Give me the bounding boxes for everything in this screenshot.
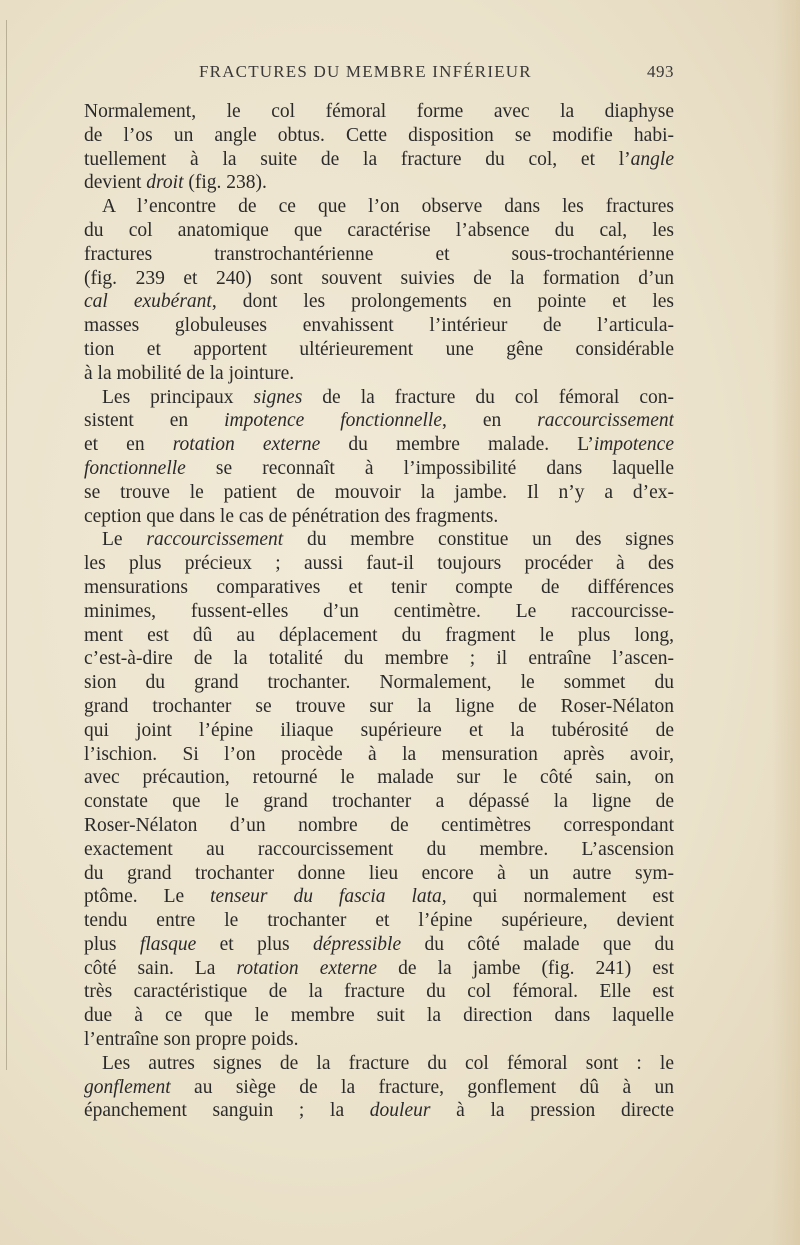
text-run: Les principaux [102,386,254,408]
text-run: A l’encontre de ce que l’on observe dans les fractures [102,196,674,218]
italic-phrase: impotence fonctionnelle [224,410,443,432]
text-run: se trouve le patient de mouvoir la jambe. Il n’y a d’ex- [84,481,674,503]
text-line [84,267,674,291]
text-run: avec précaution, retourné le malade sur le côté sain, on [84,767,674,789]
text-run: très caractéristique de la fracture du col fémoral. Elle est [84,981,674,1003]
text-line [84,1052,674,1076]
text-line [84,457,674,481]
text-run: masses globuleuses envahissent l’intérieur de l’articula- [84,315,674,337]
text-line [84,576,674,600]
text-run: plus [84,933,140,955]
italic-phrase: cal exubérant [84,291,212,313]
text-line [84,909,674,933]
text-line [84,885,674,909]
italic-phrase: gonflement [84,1076,171,1098]
text-line [84,980,674,1004]
text-line [84,171,674,195]
text-run: de la jambe (fig. 241) est [377,957,674,979]
text-line [84,647,674,671]
text-line [84,314,674,338]
text-line [84,1004,674,1028]
text-line [84,790,674,814]
text-run: ptôme. Le [84,886,211,908]
page-number: 493 [647,62,674,81]
italic-phrase: signes [253,386,303,408]
text-run: sistent en [84,410,225,432]
text-line [84,481,674,505]
text-line [84,600,674,624]
text-run: fractures transtrochantérienne et sous-trochantérienne [84,243,674,265]
text-line [84,838,674,862]
text-line [84,695,674,719]
text-run: de la fracture du col fémoral con- [302,386,674,408]
italic-phrase: droit [146,172,184,194]
text-line [84,528,674,552]
text-run: exactement au raccourcissement du membre. L’ascension [84,838,674,860]
text-run: Les autres signes de la fracture du col fémoral sont : le [102,1052,674,1074]
italic-phrase: douleur [369,1100,431,1122]
text-run: du col anatomique que caractérise l’absence du cal, les [84,219,674,241]
text-line [84,386,674,410]
text-run: , dont les prolongements en pointe et les [211,291,674,313]
text-line [84,1028,674,1052]
text-run: (fig. 238). [183,172,267,194]
text-run: épanchement sanguin ; la [84,1100,370,1122]
italic-phrase: dépressible [313,933,402,955]
text-run: sion du grand trochanter. Normalement, le sommet du [84,672,674,694]
text-run: au siège de la fracture, gonflement dû à un [170,1076,674,1098]
text-run: et en [84,434,173,456]
text-line [84,219,674,243]
page-edge-shadow [772,0,800,1245]
text-run: Le [102,529,147,551]
text-line [84,766,674,790]
italic-phrase: tenseur du fascia lata [210,886,442,908]
text-run: mensurations comparatives et tenir compte de différences [84,576,674,598]
body-text [84,100,674,1123]
italic-phrase: impotence [593,434,674,456]
text-run: Roser-Nélaton d’un nombre de centimètres correspondant [84,814,674,836]
text-run: tendu entre le trochanter et l’épine supérieure, devient [84,910,674,932]
text-run: les plus précieux ; aussi faut-il toujours procéder à des [84,553,674,575]
italic-phrase: rotation externe [172,434,321,456]
text-line [84,338,674,362]
text-run: l’entraîne son propre poids. [84,1029,299,1051]
running-header [84,62,674,86]
text-run: ception que dans le cas de pénétration des fragments. [84,505,499,527]
text-run: du membre constitue un des signes [283,529,674,551]
text-line [84,743,674,767]
text-line [84,957,674,981]
text-run: à la pression directe [430,1100,674,1122]
italic-phrase: fonctionnelle [84,457,186,479]
running-title: FRACTURES DU MEMBRE INFÉRIEUR [199,62,532,81]
text-line [84,195,674,219]
italic-phrase: raccourcissement [537,410,674,432]
text-line [84,290,674,314]
text-run: de l’os un angle obtus. Cette disposition se modifie habi- [84,124,674,146]
text-line [84,814,674,838]
text-line [84,100,674,124]
text-run: Normalement, le col fémoral forme avec la diaphyse [84,101,674,122]
text-run: tuellement à la suite de la fracture du col, et l’ [84,148,631,170]
text-run: du côté malade que du [401,933,674,955]
text-line [84,671,674,695]
text-run: l’ischion. Si l’on procède à la mensuration après avoir, [84,743,674,765]
text-line [84,505,674,529]
text-run: , qui normalement est [441,886,674,908]
text-line [84,124,674,148]
text-run: ment est dû au déplacement du fragment le plus long, [84,624,674,646]
text-run: côté sain. La [84,957,237,979]
text-run: (fig. 239 et 240) sont souvent suivies de la formation d’un [84,267,674,289]
text-line [84,552,674,576]
binding-edge-line [6,20,7,1070]
text-run: c’est-à-dire de la totalité du membre ; il entraîne l’ascen- [84,648,674,670]
text-run: du membre malade. L’ [320,434,594,456]
text-line [84,719,674,743]
text-line [84,148,674,172]
text-line [84,1099,674,1123]
text-run: à la mobilité de la jointure. [84,362,295,384]
text-line [84,362,674,386]
italic-phrase: raccourcissement [146,529,284,551]
text-run: se reconnaît à l’impossibilité dans laquelle [185,457,674,479]
text-line [84,624,674,648]
text-run: devient [84,172,147,194]
italic-phrase: angle [630,148,674,170]
text-line [84,409,674,433]
italic-phrase: rotation externe [236,957,378,979]
text-run: qui joint l’épine iliaque supérieure et la tubérosité de [84,719,674,741]
text-run: minimes, fussent-elles d’un centimètre. Le raccourcisse- [84,600,674,622]
text-line [84,243,674,267]
text-line [84,933,674,957]
text-run: constate que le grand trochanter a dépassé la ligne de [84,791,674,813]
text-line [84,433,674,457]
text-run: et plus [196,933,314,955]
text-run: tion et apportent ultérieurement une gêne considérable [84,338,674,360]
italic-phrase: flasque [139,933,197,955]
text-line [84,1076,674,1100]
text-run: due à ce que le membre suit la direction dans laquelle [84,1005,674,1027]
text-line [84,862,674,886]
text-run: , en [442,410,538,432]
text-run: grand trochanter se trouve sur la ligne de Roser-Nélaton [84,695,674,717]
text-run: du grand trochanter donne lieu encore à un autre sym- [84,862,674,884]
